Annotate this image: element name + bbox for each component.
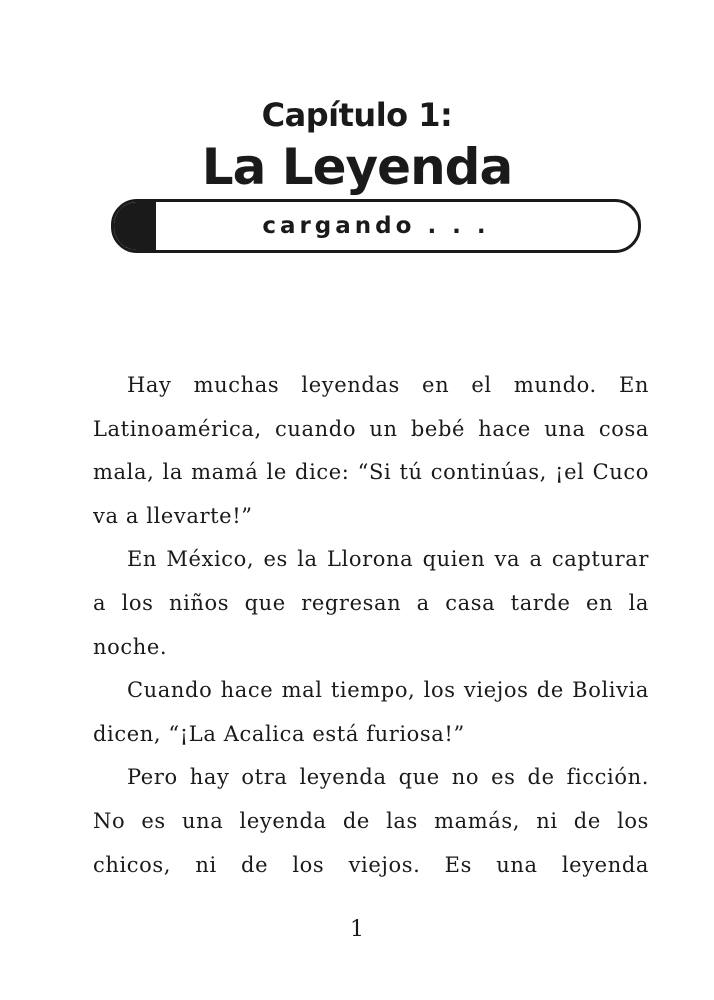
paragraph: Pero hay otra leyenda que no es de ficción. No es una leyenda de las mamás, ni de los chicos, ni de los viejos. Es una leyenda: [93, 765, 649, 877]
chapter-title: La Leyenda: [201, 138, 513, 196]
page-number: 1: [350, 917, 364, 942]
loading-progress-bar: [111, 199, 641, 253]
paragraph: En México, es la Llorona quien va a capturar a los niños que regresan a casa tarde en la noche.: [93, 547, 649, 659]
loading-text: cargando . . .: [262, 213, 490, 239]
paragraph: Cuando hace mal tiempo, los viejos de Bolivia dicen, “¡La Acalica está furiosa!”: [93, 678, 649, 746]
chapter-label: Capítulo 1:: [261, 96, 453, 134]
body-text: [93, 364, 649, 887]
paragraph: Hay muchas leyendas en el mundo. En Latinoamérica, cuando un bebé hace una cosa mala, la mamá le dice: “Si tú continúas, ¡el Cuco va a llevarte!”: [93, 373, 649, 528]
